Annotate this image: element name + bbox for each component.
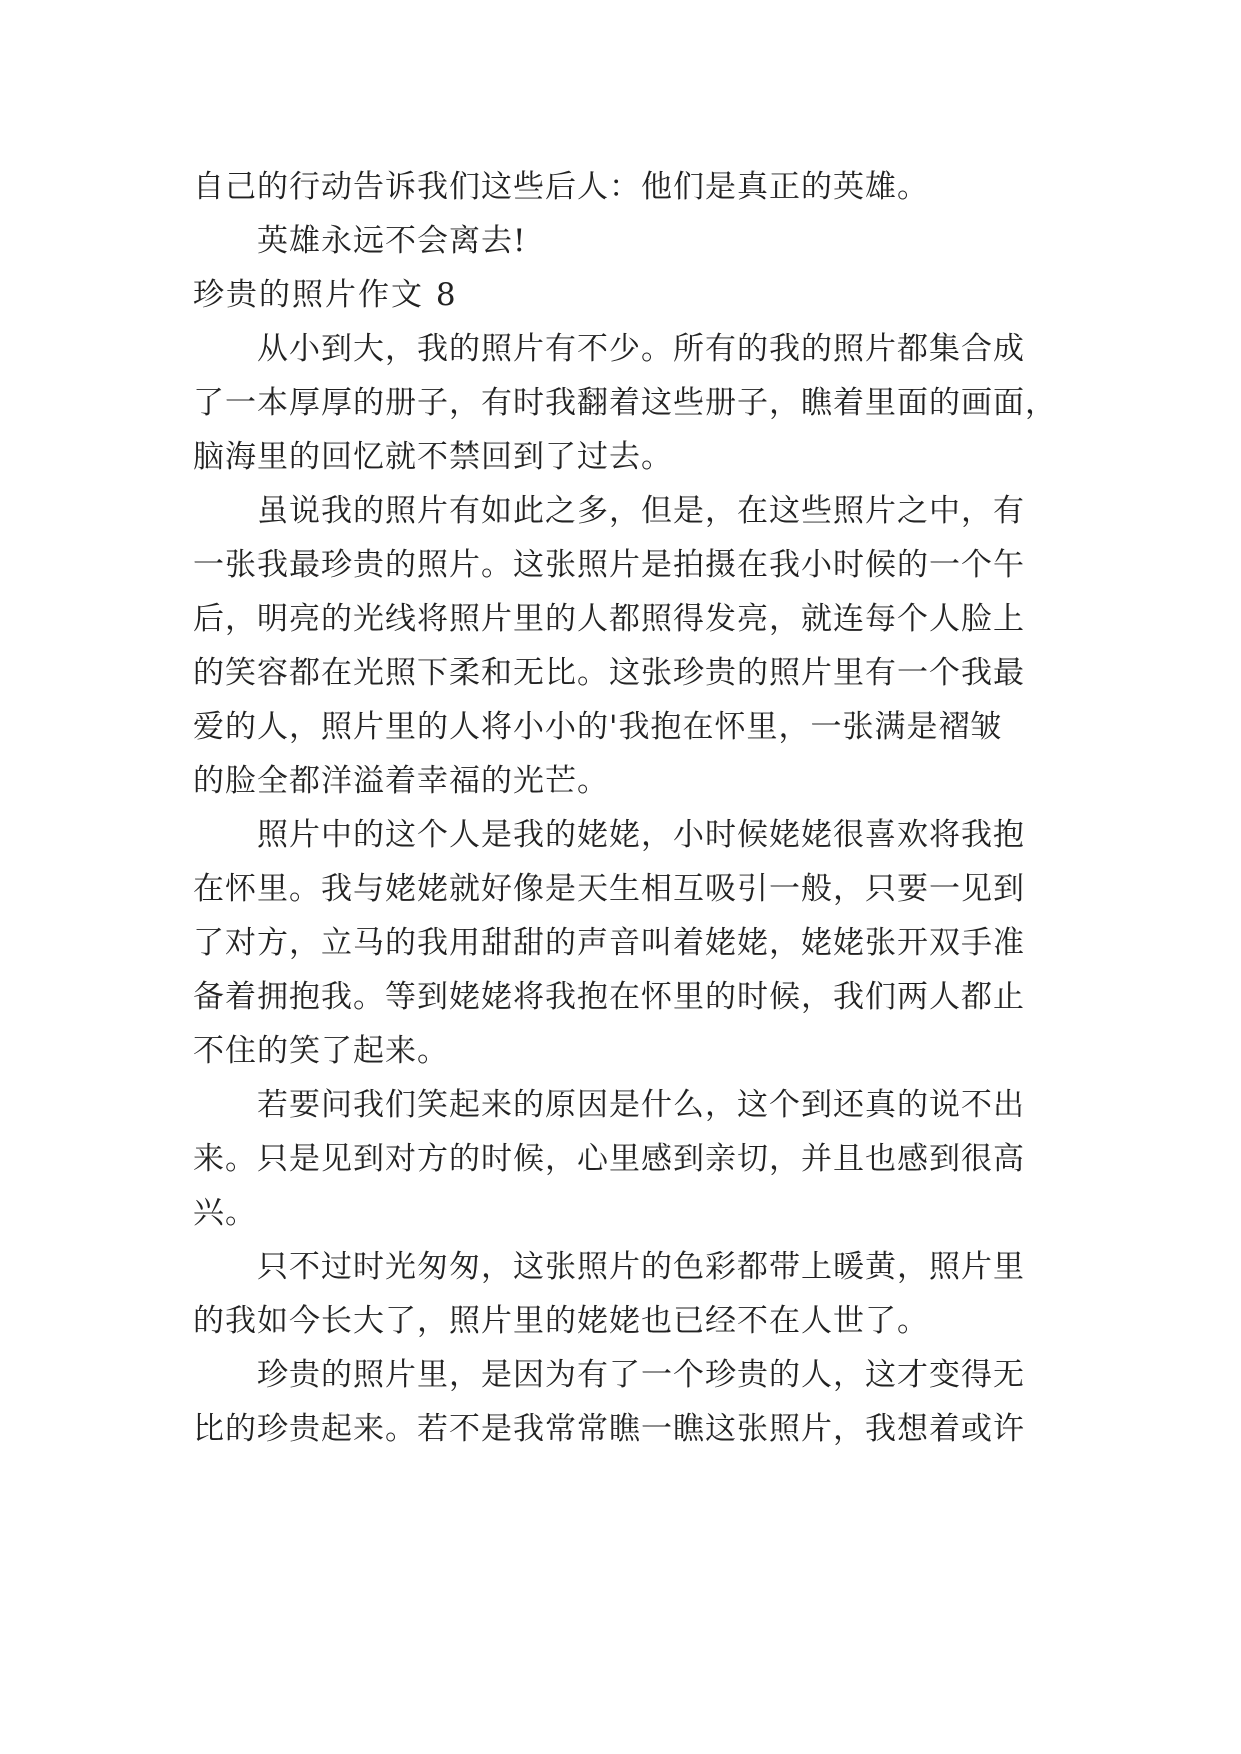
text-line: 比的珍贵起来。若不是我常常瞧一瞧这张照片，我想着或许 xyxy=(193,1411,1025,1447)
document-body xyxy=(193,160,1057,1456)
text-line: 只不过时光匆匆，这张照片的色彩都带上暖黄，照片里 xyxy=(257,1249,1025,1285)
text-line: 若要问我们笑起来的原因是什么，这个到还真的说不出 xyxy=(257,1087,1025,1123)
section-heading: 珍贵的照片作文 8 xyxy=(193,277,458,313)
text-line: 的脸全都洋溢着幸福的光芒。 xyxy=(193,763,609,799)
text-line: 自己的行动告诉我们这些后人：他们是真正的英雄。 xyxy=(193,169,929,205)
text-line: 不住的笑了起来。 xyxy=(193,1033,449,1069)
text-line: 的笑容都在光照下柔和无比。这张珍贵的照片里有一个我最 xyxy=(193,655,1025,691)
text-line: 来。只是见到对方的时候，心里感到亲切，并且也感到很高 xyxy=(193,1141,1025,1177)
text-line: 爱的人，照片里的人将小小的'我抱在怀里，一张满是褶皱 xyxy=(193,709,1003,745)
text-line: 珍贵的照片里，是因为有了一个珍贵的人，这才变得无 xyxy=(257,1357,1025,1393)
text-line: 一张我最珍贵的照片。这张照片是拍摄在我小时候的一个午 xyxy=(193,547,1025,583)
text-line: 后，明亮的光线将照片里的人都照得发亮，就连每个人脸上 xyxy=(193,601,1025,637)
text-line: 英雄永远不会离去! xyxy=(257,223,527,259)
text-line: 从小到大，我的照片有不少。所有的我的照片都集合成 xyxy=(257,331,1025,367)
text-line: 了对方，立马的我用甜甜的声音叫着姥姥，姥姥张开双手准 xyxy=(193,925,1025,961)
text-line: 脑海里的回忆就不禁回到了过去。 xyxy=(193,439,673,475)
text-line: 兴。 xyxy=(193,1195,257,1231)
text-line: 的我如今长大了，照片里的姥姥也已经不在人世了。 xyxy=(193,1303,929,1339)
text-line: 了一本厚厚的册子，有时我翻着这些册子，瞧着里面的画面， xyxy=(193,385,1057,421)
text-line: 虽说我的照片有如此之多，但是，在这些照片之中，有 xyxy=(257,493,1025,529)
text-line: 照片中的这个人是我的姥姥，小时候姥姥很喜欢将我抱 xyxy=(257,817,1025,853)
text-line: 在怀里。我与姥姥就好像是天生相互吸引一般，只要一见到 xyxy=(193,871,1025,907)
text-line: 备着拥抱我。等到姥姥将我抱在怀里的时候，我们两人都止 xyxy=(193,979,1025,1015)
